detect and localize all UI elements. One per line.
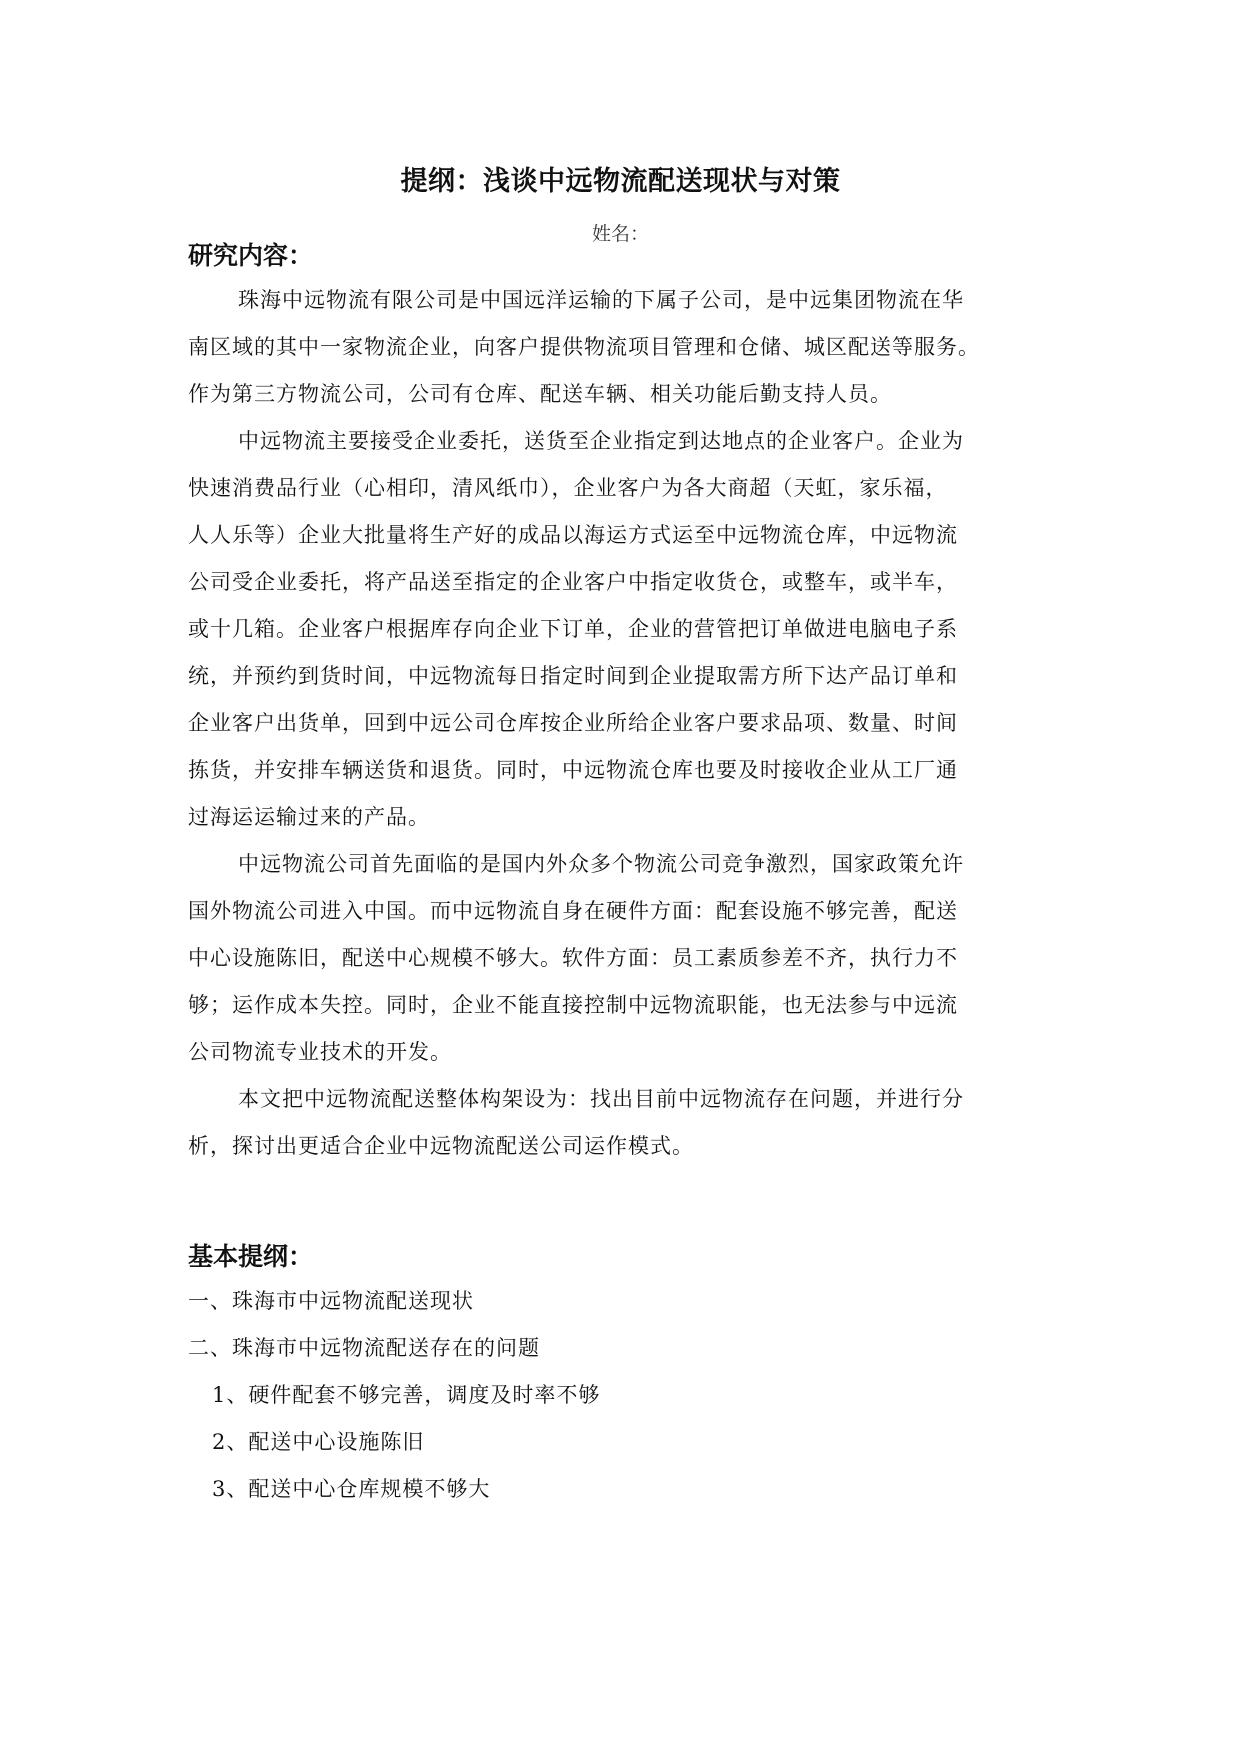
paragraph-2-line-5: 或十几箱。企业客户根据库存向企业下订单，企业的营管把订单做进电脑电子系 xyxy=(188,617,958,641)
outline-heading: 基本提纲： xyxy=(188,1242,314,1271)
paragraph-2-line-3: 人人乐等）企业大批量将生产好的成品以海运方式运至中远物流仓库，中远物流 xyxy=(188,523,958,547)
paragraph-4-line-1: 本文把中远物流配送整体构架设为：找出目前中远物流存在问题，并进行分 xyxy=(238,1087,964,1111)
outline-item-1: 一、珠海市中远物流配送现状 xyxy=(188,1289,474,1313)
paragraph-1-line-2: 南区域的其中一家物流企业，向客户提供物流项目管理和仓储、城区配送等服务。 xyxy=(188,335,980,359)
paragraph-1-line-3: 作为第三方物流公司，公司有仓库、配送车辆、相关功能后勤支持人员。 xyxy=(188,382,892,406)
paragraph-2-line-7: 企业客户出货单，回到中远公司仓库按企业所给企业客户要求品项、数量、时间 xyxy=(188,711,958,735)
paragraph-2-line-8: 拣货，并安排车辆送货和退货。同时，中远物流仓库也要及时接收企业从工厂通 xyxy=(188,758,958,782)
paragraph-4-line-2: 析，探讨出更适合企业中远物流配送公司运作模式。 xyxy=(188,1134,694,1158)
paragraph-3-line-4: 够；运作成本失控。同时，企业不能直接控制中远物流职能，也无法参与中远流 xyxy=(188,993,958,1017)
paragraph-3-line-1: 中远物流公司首先面临的是国内外众多个物流公司竞争激烈，国家政策允许 xyxy=(238,852,964,876)
research-heading: 研究内容： xyxy=(188,241,314,270)
outline-item-2: 二、珠海市中远物流配送存在的问题 xyxy=(188,1336,540,1360)
outline-subitem-3: 3、配送中心仓库规模不够大 xyxy=(212,1477,491,1501)
document-title: 提纲：浅谈中远物流配送现状与对策 xyxy=(400,166,841,197)
paragraph-2-line-9: 过海运运输过来的产品。 xyxy=(188,805,430,829)
paragraph-1-line-1: 珠海中远物流有限公司是中国远洋运输的下属子公司，是中远集团物流在华 xyxy=(238,288,964,312)
paragraph-2-line-2: 快速消费品行业（心相印，清风纸巾），企业客户为各大商超（天虹，家乐福， xyxy=(188,476,948,500)
outline-subitem-2: 2、配送中心设施陈旧 xyxy=(212,1430,425,1454)
author-label: 姓名： xyxy=(591,223,649,245)
paragraph-2-line-4: 公司受企业委托，将产品送至指定的企业客户中指定收货仓，或整车，或半车， xyxy=(188,570,958,594)
paragraph-3-line-3: 中心设施陈旧，配送中心规模不够大。软件方面：员工素质参差不齐，执行力不 xyxy=(188,946,958,970)
paragraph-3-line-2: 国外物流公司进入中国。而中远物流自身在硬件方面：配套设施不够完善，配送 xyxy=(188,899,958,923)
paragraph-2-line-6: 统，并预约到货时间，中远物流每日指定时间到企业提取需方所下达产品订单和 xyxy=(188,664,958,688)
paragraph-3-line-5: 公司物流专业技术的开发。 xyxy=(188,1040,452,1064)
paragraph-2-line-1: 中远物流主要接受企业委托，送货至企业指定到达地点的企业客户。企业为 xyxy=(238,429,964,453)
outline-subitem-1: 1、硬件配套不够完善，调度及时率不够 xyxy=(212,1383,601,1407)
